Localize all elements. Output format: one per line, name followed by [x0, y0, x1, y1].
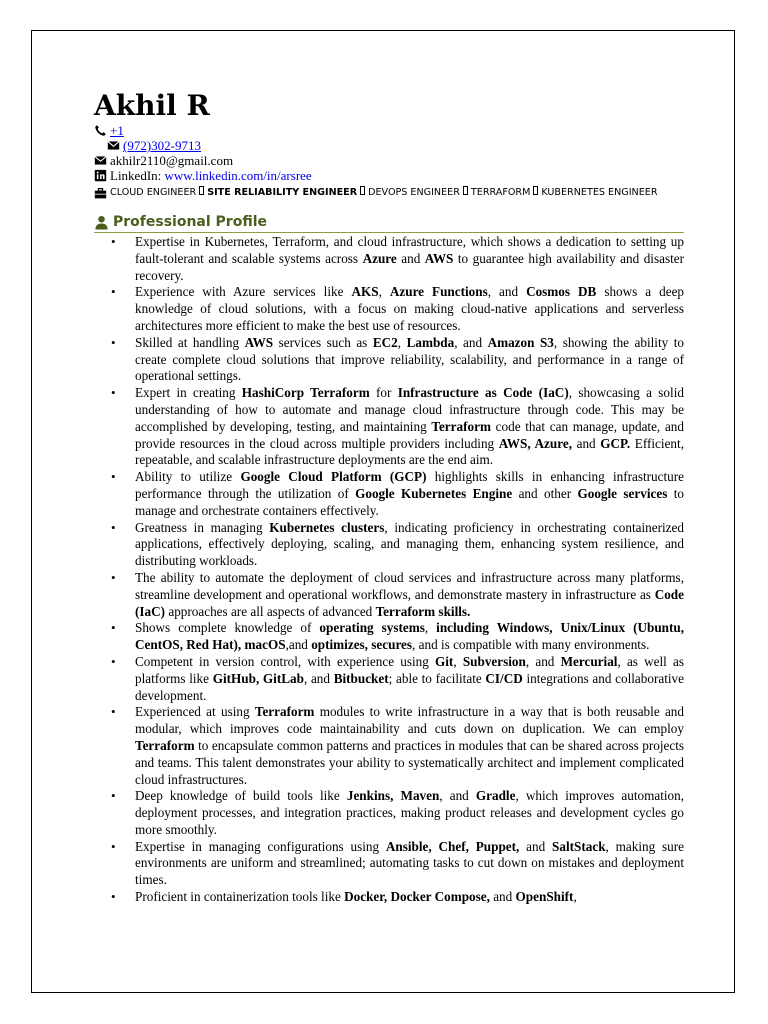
bullet-bold-text: Cosmos DB	[526, 284, 597, 300]
linkedin-url[interactable]: www.linkedin.com/in/arsree	[164, 168, 312, 183]
bullet-text: ,	[453, 653, 463, 669]
bullet-text: shows a deep knowledge of cloud solutions, with a focus on making cloud-native applications and serverless architectures more efficient to make the best use of resources.	[135, 284, 685, 333]
bullet-text: code that can manage, update, and provide resources in the cloud across multiple providers including	[135, 418, 684, 451]
role-item: CLOUD ENGINEER	[110, 187, 197, 198]
bullet-text: ,	[378, 284, 390, 300]
profile-bullet	[94, 335, 684, 385]
profile-bullet	[94, 469, 684, 519]
bullet-bold-text: GCP.	[600, 435, 631, 451]
bullet-text: Ability to utilize	[135, 469, 241, 485]
bullet-bold-text: SaltStack	[552, 838, 606, 854]
profile-bullet	[94, 520, 684, 570]
role-separator	[199, 186, 204, 195]
bullet-text: to guarantee high availability and disaster recovery.	[135, 250, 684, 283]
profile-bullet	[94, 654, 684, 704]
profile-bullet	[94, 284, 684, 334]
phone-number-link[interactable]: (972)302-9713	[123, 138, 201, 153]
bullet-bold-text: GitHub, GitLab	[212, 670, 304, 686]
profile-bullet-list	[94, 234, 684, 906]
bullet-text: Efficient, repeatable, and scalable infrastructure deployments are the end aim.	[135, 435, 684, 468]
bullet-bold-text: Lambda	[406, 334, 455, 350]
phone-icon	[94, 124, 107, 137]
profile-bullet	[94, 704, 684, 788]
bullet-text: , making sure environments are uniform and streamlined; automating tasks to cut down on mistakes and deployment times.	[135, 838, 684, 888]
bullet-bold-text: Git	[435, 653, 454, 669]
resume-content	[94, 89, 684, 906]
bullet-bold-text: HashiCorp Terraform	[241, 385, 370, 401]
role-separator	[533, 186, 538, 195]
bullet-text: ,	[424, 620, 437, 636]
bullet-bold-text: AWS	[244, 334, 274, 350]
document-page	[31, 30, 735, 993]
bullet-bold-text: OpenShift	[515, 889, 574, 905]
bullet-bold-text: Ansible, Chef, Puppet,	[385, 838, 520, 854]
bullet-text: , and	[439, 788, 476, 804]
bullet-bold-text: AWS, Azure,	[498, 435, 572, 451]
candidate-name: Akhil R	[94, 89, 210, 122]
bullet-bold-text: Terraform	[135, 737, 195, 753]
profile-bullet	[94, 889, 684, 906]
profile-bullet	[94, 788, 684, 838]
bullet-text: to manage and orchestrate containers effectively.	[135, 485, 684, 518]
bullet-bold-text: Amazon S3	[487, 334, 554, 350]
briefcase-icon	[94, 187, 107, 200]
profile-bullet	[94, 570, 684, 620]
bullet-text: ,	[573, 889, 577, 905]
bullet-text: Expertise in Kubernetes, Terraform, and cloud infrastructure, which shows a dedication to setting up fault-tolerant and scalable systems across	[135, 234, 684, 266]
role-item: SITE RELIABILITY ENGINEER	[207, 187, 358, 198]
bullet-bold-text: Google Cloud Platform (GCP)	[240, 469, 427, 485]
bullet-text: The ability to automate the deployment of cloud services and infrastructure across many platforms, streamline development and operational workflows, and demonstrate mastery in infrastructure as	[135, 569, 684, 602]
profile-bullet	[94, 385, 684, 469]
bullet-bold-text: Code (IaC)	[135, 586, 684, 619]
bullet-bold-text: Mercurial	[560, 653, 618, 669]
role-item: DEVOPS ENGINEER	[368, 187, 460, 198]
person-icon	[94, 215, 109, 230]
bullet-text: Proficient in containerization tools like	[135, 889, 345, 905]
bullet-text: ; able to facilitate	[388, 670, 486, 686]
section-header	[94, 214, 684, 233]
bullet-text: , which improves automation, deployment processes, and integration practices, making product releases and development cycles go more smoothly.	[135, 788, 685, 837]
bullet-text: Experienced at using	[135, 704, 255, 720]
roles-list	[110, 186, 658, 200]
profile-bullet	[94, 839, 684, 889]
bullet-text: and	[489, 889, 516, 905]
bullet-text: Expertise in managing configurations using	[135, 838, 386, 854]
bullet-bold-text: Infrastructure as Code (IaC)	[397, 385, 569, 401]
bullet-text: Greatness in managing	[135, 519, 270, 535]
bullet-text: for	[369, 385, 398, 401]
bullet-bold-text: Terraform	[254, 704, 315, 720]
bullet-text: , showing the ability to create complete cloud solutions that improve reliability, scalability, and performance in a range of operational settings.	[135, 334, 684, 384]
envelope-icon	[107, 139, 120, 152]
bullet-text: and	[396, 250, 425, 266]
bullet-text: and other	[512, 485, 578, 501]
bullet-bold-text: Docker, Docker Compose,	[344, 889, 490, 905]
bullet-bold-text: Gradle	[475, 788, 516, 804]
bullet-text: and	[519, 838, 553, 854]
bullet-bold-text: Azure	[362, 250, 397, 266]
bullet-bold-text: Kubernetes clusters	[269, 519, 385, 535]
bullet-bold-text: Google services	[577, 485, 668, 501]
profile-bullet	[94, 620, 684, 654]
role-item: KUBERNETES ENGINEER	[541, 187, 658, 198]
email-address[interactable]: akhilr2110@gmail.com	[110, 153, 234, 168]
bullet-bold-text: AWS	[424, 250, 454, 266]
phone-line	[94, 123, 684, 138]
bullet-text: services such as	[273, 334, 373, 350]
bullet-text: , and	[525, 653, 561, 669]
bullet-text: , and	[487, 284, 527, 300]
bullet-text: Expert in creating	[135, 385, 242, 401]
bullet-bold-text: Azure Functions	[389, 284, 488, 300]
bullet-text: ,	[397, 334, 407, 350]
bullet-bold-text: operating systems	[319, 620, 425, 636]
roles-line	[94, 186, 684, 200]
bullet-text: integrations and collaborative development.	[135, 670, 684, 703]
linkedin-icon	[94, 169, 107, 182]
bullet-bold-text: Subversion	[462, 653, 526, 669]
phone-prefix-link[interactable]: +1	[110, 123, 124, 138]
envelope-icon	[94, 154, 107, 167]
bullet-bold-text: CI/CD	[485, 670, 523, 686]
bullet-text: Experience with Azure services like	[135, 284, 352, 300]
email-line	[94, 153, 684, 168]
section-title: Professional Profile	[113, 214, 267, 230]
bullet-text: modules to write infrastructure in a way that is both reusable and modular, which improves code maintainability and cuts down on duplication. We can employ	[135, 704, 684, 737]
bullet-text: , indicating proficiency in orchestrating containerized applications, effectively deploying, scaling, and managing them, enhancing system resilience, and distributing workloads.	[135, 519, 684, 569]
bullet-text: Shows complete knowledge of	[135, 620, 320, 636]
phone-number-line	[94, 138, 684, 153]
bullet-bold-text: optimizes, secures	[311, 637, 413, 653]
bullet-bold-text: AKS	[351, 284, 379, 300]
linkedin-label: LinkedIn:	[110, 168, 162, 183]
bullet-text: , as well as platforms like	[135, 653, 684, 686]
bullet-bold-text: Google Kubernetes Engine	[355, 485, 513, 501]
bullet-text: ,and	[285, 637, 312, 653]
bullet-bold-text: Jenkins, Maven	[346, 788, 440, 804]
bullet-bold-text: Bitbucket	[333, 670, 389, 686]
bullet-text: Competent in version control, with experience using	[135, 653, 436, 669]
bullet-text: Deep knowledge of build tools like	[135, 788, 347, 804]
linkedin-line	[94, 168, 684, 183]
bullet-text: , and	[454, 334, 488, 350]
bullet-bold-text: Terraform skills.	[375, 603, 471, 619]
bullet-text: highlights skills in enhancing infrastructure performance through the utilization of	[135, 469, 684, 501]
bullet-text: Skilled at handling	[135, 334, 245, 350]
role-separator	[360, 186, 365, 195]
bullet-text: , showcasing a solid understanding of how to automate and manage cloud infrastructure through code. This may be accomplished by developing, testing, and maintaining	[135, 385, 684, 434]
bullet-text: and	[572, 435, 601, 451]
role-item: TERRAFORM	[470, 187, 531, 198]
bullet-bold-text: Terraform	[431, 418, 491, 434]
role-separator	[463, 186, 468, 195]
bullet-text: approaches are all aspects of advanced	[165, 603, 376, 619]
bullet-bold-text: EC2	[372, 334, 398, 350]
bullet-bold-text: including Windows, Unix/Linux (Ubuntu, CentOS, Red Hat), macOS	[135, 620, 685, 653]
bullet-text: , and is compatible with many environments.	[412, 637, 650, 653]
bullet-text: to encapsulate common patterns and practices in modules that can be shared across projects and teams. This talent demonstrates your ability to systematically architect and implement complicated cloud infrastructures.	[135, 737, 684, 787]
bullet-text: , and	[303, 670, 334, 686]
profile-bullet	[94, 234, 684, 284]
